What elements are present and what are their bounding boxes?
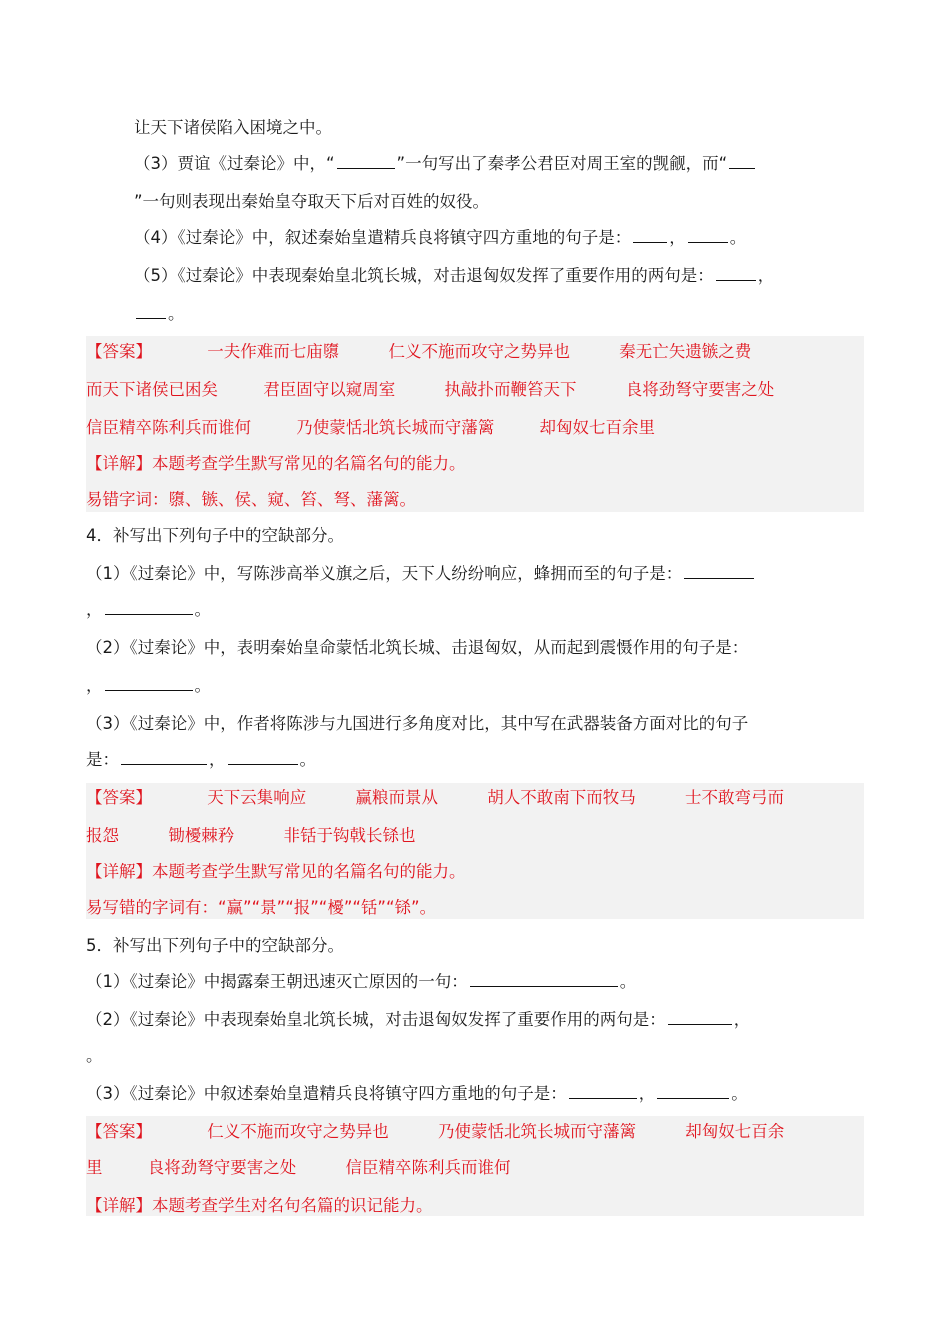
period: 。	[194, 600, 211, 619]
answer-item: 却匈奴七百余	[685, 1122, 785, 1141]
q4-part3-line1	[86, 712, 748, 736]
q3-p3-text-c: ”一句则表现出秦始皇夺取天下后对百姓的奴役。	[134, 192, 490, 211]
period: 。	[731, 1084, 748, 1103]
answer-item: 执敲扑而鞭笞天下	[444, 380, 577, 399]
answer1-line2	[86, 378, 774, 402]
separator: ，	[86, 600, 103, 619]
answer1-detail	[86, 452, 466, 476]
fill-blank[interactable]	[470, 970, 618, 987]
q5-part2-line1	[86, 1008, 750, 1032]
answer3-line2	[86, 1156, 511, 1180]
detail-label: 【详解】	[86, 454, 152, 473]
fill-blank[interactable]	[716, 264, 756, 281]
answer-item: 而天下诸侯已困矣	[86, 380, 218, 399]
separator: ，	[209, 750, 226, 769]
period: 。	[86, 1046, 103, 1065]
answer2-line2	[86, 824, 416, 848]
error-prone-chars: 易写错的字词有：“赢”“景”“报”“櫌”“铦”“铩”。	[86, 898, 437, 917]
detail-label: 【详解】	[86, 1196, 152, 1215]
q3-continuation	[134, 116, 332, 140]
answer2-line1	[86, 786, 784, 810]
answer-item: 信臣精卒陈利兵而谁何	[86, 418, 251, 437]
q3-part5-line2	[134, 302, 185, 326]
q5-p2-text: （2）《过秦论》中表现秦始皇北筑长城，对击退匈奴发挥了重要作用的两句是：	[86, 1010, 666, 1029]
answer-item: 乃使蒙恬北筑长城而守藩篱	[438, 1122, 636, 1141]
answer-label: 【答案】	[86, 788, 152, 807]
q4-part1-line2	[86, 598, 211, 622]
fill-blank[interactable]	[729, 152, 755, 169]
answer3-detail	[86, 1194, 433, 1218]
q5-part2-line2	[86, 1044, 103, 1068]
q5-title	[86, 934, 344, 958]
detail-text: 本题考查学生默写常见的名篇名句的能力。	[152, 454, 466, 473]
fill-blank[interactable]	[569, 1082, 637, 1099]
q3-p3-text-a: （3）贾谊《过秦论》中，“	[134, 154, 335, 173]
q5-part3	[86, 1082, 748, 1106]
answer-item: 赢粮而景从	[355, 788, 438, 807]
fill-blank[interactable]	[684, 562, 754, 579]
answer1-line3	[86, 416, 655, 440]
answer-item: 乃使蒙恬北筑长城而守藩篱	[296, 418, 495, 437]
separator: ，	[638, 1084, 656, 1103]
answer-item: 良将劲弩守要害之处	[625, 380, 775, 399]
q4-p1-text: （1）《过秦论》中，写陈涉高举义旗之后，天下人纷纷响应，蜂拥而至的句子是：	[86, 564, 683, 583]
question-title: 4．补写出下列句子中的空缺部分。	[86, 526, 344, 545]
answer1-line1	[86, 340, 751, 364]
question-title: 5．补写出下列句子中的空缺部分。	[86, 936, 344, 955]
fill-blank[interactable]	[657, 1082, 729, 1099]
q3-part4	[134, 226, 746, 250]
period: 。	[194, 676, 211, 695]
fill-blank[interactable]	[668, 1008, 732, 1025]
q3-part5-line1	[134, 264, 774, 288]
detail-text: 本题考查学生默写常见的名篇名句的能力。	[152, 862, 466, 881]
separator: ，	[86, 676, 103, 695]
answer2-detail	[86, 860, 466, 884]
fill-blank[interactable]	[105, 674, 193, 691]
q4-part1-line1	[86, 562, 756, 586]
q4-p3-text: （3）《过秦论》中，作者将陈涉与九国进行多角度对比，其中写在武器装备方面对比的句子	[86, 714, 749, 733]
q5-part1	[86, 970, 636, 994]
q3-line-text: 让天下诸侯陷入困境之中。	[134, 118, 332, 137]
answer-item: 秦无亡矢遗镞之费	[619, 342, 752, 361]
period: 。	[619, 972, 637, 991]
answer-label: 【答案】	[86, 342, 152, 361]
separator: ，	[733, 1010, 751, 1029]
answer-item: 非铦于钩戟长铩也	[283, 826, 416, 845]
q3-p4-text: （4）《过秦论》中，叙述秦始皇遣精兵良将镇守四方重地的句子是：	[134, 228, 632, 247]
answer-label: 【答案】	[86, 1122, 152, 1141]
q4-title	[86, 524, 344, 548]
q5-p1-text: （1）《过秦论》中揭露秦王朝迅速灭亡原因的一句：	[86, 972, 468, 991]
answer-item: 士不敢弯弓而	[685, 788, 784, 807]
fill-blank[interactable]	[136, 302, 166, 319]
period: 。	[299, 750, 316, 769]
period: 。	[168, 304, 185, 323]
detail-text: 本题考查学生对名句名篇的识记能力。	[152, 1196, 433, 1215]
answer1-extra	[86, 488, 416, 512]
q5-p3-text: （3）《过秦论》中叙述秦始皇遣精兵良将镇守四方重地的句子是：	[86, 1084, 567, 1103]
fill-blank[interactable]	[228, 748, 298, 765]
answer3-line1	[86, 1120, 784, 1144]
separator: ，	[669, 228, 686, 247]
detail-label: 【详解】	[86, 862, 152, 881]
q3-p3-text-b: ”一句写出了秦孝公君臣对周王室的觊觎，而“	[396, 154, 728, 173]
answer-item: 里	[86, 1158, 103, 1177]
q3-part3-line2	[134, 190, 489, 214]
q3-p5-text: （5）《过秦论》中表现秦始皇北筑长城，对击退匈奴发挥了重要作用的两句是：	[134, 266, 714, 285]
answer-item: 良将劲弩守要害之处	[147, 1158, 297, 1177]
q4-part2-line2	[86, 674, 211, 698]
period: 。	[729, 228, 747, 247]
fill-blank[interactable]	[337, 152, 395, 169]
answer-item: 一夫作难而七庙隳	[207, 342, 340, 361]
fill-blank[interactable]	[105, 598, 193, 615]
separator: ，	[757, 266, 775, 285]
answer-item: 仁义不施而攻守之势异也	[207, 1122, 389, 1141]
answer-item: 仁义不施而攻守之势异也	[388, 342, 570, 361]
q3-part3-line1	[134, 152, 757, 176]
q4-part3-line2	[86, 748, 316, 772]
answer-item: 却匈奴七百余里	[539, 418, 655, 437]
answer-item: 信臣精卒陈利兵而谁何	[345, 1158, 511, 1177]
q4-p3-text-b: 是：	[86, 750, 119, 769]
answer-item: 报怨	[86, 826, 119, 845]
fill-blank[interactable]	[688, 226, 728, 243]
q4-p2-text: （2）《过秦论》中，表明秦始皇命蒙恬北筑长城、击退匈奴，从而起到震慑作用的句子是：	[86, 638, 749, 657]
answer-item: 天下云集响应	[207, 788, 307, 807]
fill-blank[interactable]	[633, 226, 667, 243]
answer-item: 胡人不敢南下而牧马	[487, 788, 636, 807]
answer-item: 锄櫌棘矜	[168, 826, 235, 845]
answer2-extra	[86, 896, 436, 920]
answer-item: 君臣固守以窥周室	[263, 380, 396, 399]
fill-blank[interactable]	[121, 748, 207, 765]
error-prone-chars: 易错字词：隳、镞、侯、窥、笞、弩、藩篱。	[86, 490, 416, 509]
q4-part2-line1	[86, 636, 748, 660]
